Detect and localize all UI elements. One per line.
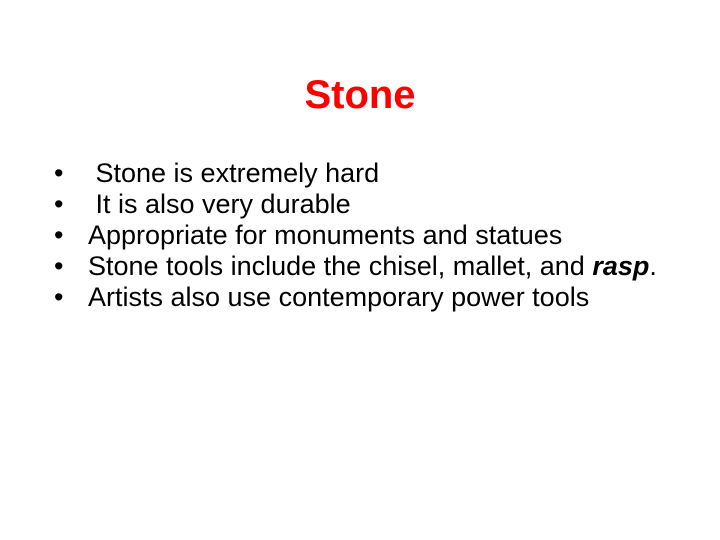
bullet-icon: • xyxy=(54,158,64,188)
bullet-text xyxy=(88,251,694,282)
bullet-text: Stone is extremely hard xyxy=(88,158,380,188)
bullet-item xyxy=(54,251,694,282)
bullet-text: It is also very durable xyxy=(88,189,351,219)
bullet-text: Artists also use contemporary power tools xyxy=(88,282,590,312)
bullet-text: Appropriate for monuments and statues xyxy=(88,220,563,250)
slide-title-text: Stone xyxy=(304,73,416,117)
bullet-item xyxy=(54,158,694,189)
bullet-text-before: Stone tools include the chisel, mallet, and xyxy=(88,251,593,281)
slide-title xyxy=(0,66,720,124)
bullet-text-after: . xyxy=(649,251,657,281)
bullet-emphasis: rasp xyxy=(592,251,650,281)
bullet-item xyxy=(54,189,694,220)
bullet-list xyxy=(54,158,694,313)
bullet-item xyxy=(54,220,694,251)
bullet-icon: • xyxy=(54,189,64,219)
bullet-icon: • xyxy=(54,282,64,312)
bullet-item xyxy=(54,282,694,313)
bullet-icon: • xyxy=(54,220,64,250)
bullet-icon: • xyxy=(54,251,64,281)
